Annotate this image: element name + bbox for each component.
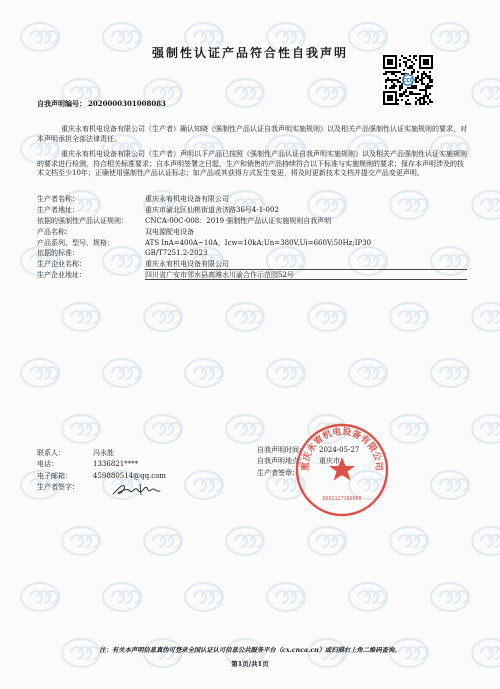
info-label: 依据的标准： [37,249,79,258]
declaration-value: 重庆市 [319,457,340,466]
info-row [37,194,467,205]
info-label: 生产企业名称： [37,260,86,269]
info-row [37,216,467,227]
ccc-watermark-icon [182,580,226,614]
ccc-watermark-icon [428,356,472,390]
ccc-watermark-icon [59,412,103,446]
contact-label: 电话： [37,460,58,469]
ccc-watermark-icon [264,356,308,390]
ccc-watermark-icon [18,580,62,614]
ccc-watermark-icon [223,524,267,558]
ccc-watermark-icon [18,356,62,390]
ccc-watermark-icon [141,300,185,334]
info-row [37,270,467,281]
info-label: 生产企业地址： [37,270,86,279]
contact-label: 联系人： [37,448,65,457]
info-value: 重庆永宥机电设备有限公司 [145,195,229,204]
seal-text: 重庆永宥机电设备有限公司 [300,427,384,472]
ccc-watermark-icon [428,468,472,502]
info-label: 依据的强制性产品认证规则： [37,216,128,225]
contact-value: 459880514@qq.com [93,471,167,480]
declaration-label: 生产者签章： [257,468,299,477]
info-value: 重庆市渝北区仙桃街道舍济路36号4-1-002 [145,206,279,215]
info-row [37,226,467,237]
ccc-watermark-icon [428,580,472,614]
ccc-watermark-icon [182,356,226,390]
info-row [37,248,467,259]
info-value: ATS InA=400A~10A，Icw=10kA;Un=380V,Ui=660V;50Hz;IP30 [145,238,372,247]
ccc-watermark-icon [346,356,390,390]
info-label: 生产者名称： [37,195,79,204]
declaration-label: 自我声明时间： [257,445,306,454]
info-label: 产品名称： [37,227,72,236]
info-value: 四川省广安市邻水县高滩水川渝合作示范园52号 [145,270,467,281]
info-value: 重庆永宥机电设备有限公司 [145,259,467,270]
ccc-watermark-icon [305,76,349,110]
verification-footnote: 注：有关本声明信息真伪可登录全国认证认可信息公共服务平台（cx.cnca.cn）或扫描右上角二维码查询。 [99,647,401,654]
page-title: 强制性认证产品符合性自我声明 [151,46,348,60]
ccc-watermark-icon [346,580,390,614]
ccc-watermark-icon [141,524,185,558]
qr-code-icon[interactable] [383,55,433,105]
info-value: CNCA-00C-008：2019 强制性产品认证实施规则自我声明 [145,216,332,225]
ccc-watermark-icon [223,412,267,446]
handwritten-signature [110,480,162,498]
confirmation-paragraph: 重庆永宥机电设备有限公司（生产者）确认知晓《强制性产品认证自我声明实施规则》以及相关产品强制性认证实施规则的要求，对本声明承担全部法律责任。 [37,125,467,143]
ccc-watermark-icon [223,300,267,334]
company-seal [292,420,392,520]
ccc-watermark-icon [141,412,185,446]
declaration-number [37,99,166,109]
ccc-watermark-icon [100,356,144,390]
ccc-watermark-icon [59,524,103,558]
ccc-watermark-icon [469,188,500,222]
declaration-number-value: 2020000301008083 [88,99,166,108]
seal-number: 5001127189000 [322,496,362,502]
product-info-table [37,194,467,280]
ccc-watermark-icon [387,412,431,446]
info-label: 生产者地址： [37,206,79,215]
info-row [37,237,467,248]
page-number: 第1页/共1页 [231,660,269,668]
contact-label: 电子邮箱： [37,471,72,480]
info-value: GB/T7251.2-2023 [145,249,208,258]
info-value: 双电源配电设备 [145,227,194,236]
ccc-watermark-icon [223,76,267,110]
contact-value: 1336821**** [93,460,139,469]
info-row [37,205,467,216]
ccc-watermark-icon [305,300,349,334]
ccc-watermark-icon [469,76,500,110]
ccc-watermark-icon [59,300,103,334]
contact-value: 冯永胜 [93,448,114,457]
ccc-watermark-icon [469,412,500,446]
info-row [37,259,467,270]
ccc-watermark-icon [264,580,308,614]
ccc-watermark-icon [100,580,144,614]
ccc-watermark-icon [387,524,431,558]
ccc-watermark-icon [469,300,500,334]
declaration-label: 自我声明地点： [257,457,306,466]
declaration-value: 2024-05-27 [319,445,360,454]
declaration-number-label: 自我声明编号： [37,99,86,108]
svg-text:CCC: CCC [402,79,414,85]
contact-row [37,447,193,459]
ccc-watermark-icon [305,524,349,558]
contact-row [37,459,193,471]
ccc-watermark-icon [387,300,431,334]
ccc-watermark-icon [469,524,500,558]
contact-label: 生产者签字： [37,483,79,492]
info-label: 产品系列、型号、规格： [37,238,114,247]
declaration-paragraph: 重庆永宥机电设备有限公司（生产者）声明以下产品已按照《强制性产品认证自我声明实施规则》以及相关产品强制性认证实施规则的要求进行检测，符合相关标准要求；自本声明签署之日起，生产和销售的产品持续符合以下标准与实施规则的要求；保存本声明涉及的技术文档至少10年；正确使用强制性产品认证标志；如产品或其获得方式发生变更，将及时更新技术文档并提交产品变更声明。 [37,150,467,178]
